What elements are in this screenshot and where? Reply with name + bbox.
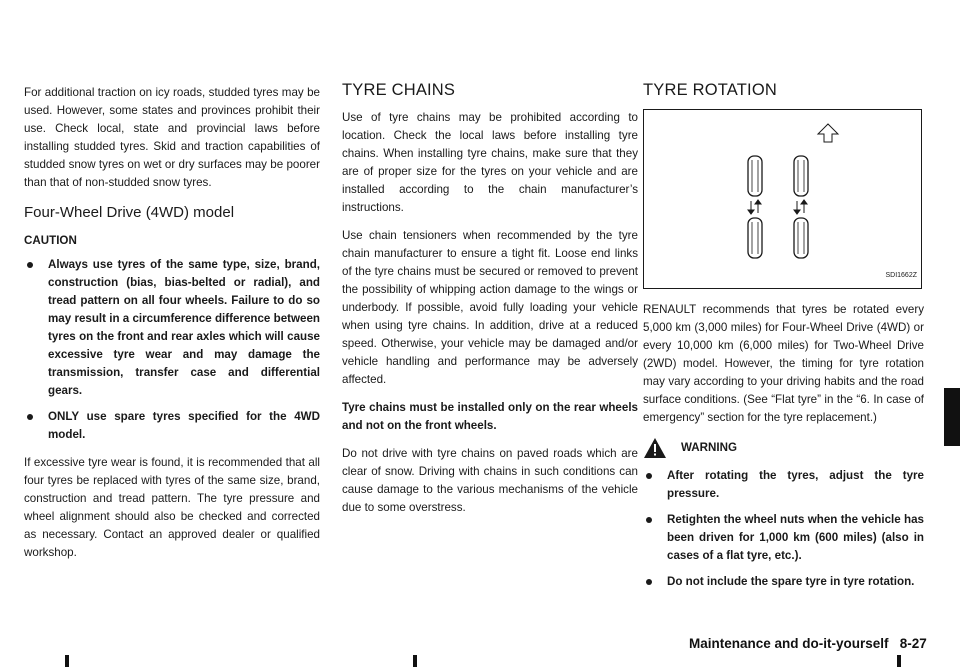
section-tab-marker: [944, 388, 960, 446]
4wd-heading: Four-Wheel Drive (4WD) model: [24, 204, 235, 221]
chains-rear-wheels-note: Tyre chains must be installed only on the rear wheels and not on the front wheels.: [342, 401, 638, 432]
warning-item-retighten-nuts: Retighten the wheel nuts when the vehicle has been driven for 1,000 km (600 miles) (also in cases of a flat tyre, etc.).: [643, 511, 924, 565]
tyre-rotation-figure: [643, 109, 922, 289]
chains-paragraph-1: Use of tyre chains may be prohibited according to location. Check the local laws before installing tyre chains. When installing tyre chains, make sure that they are of proper size for the tyres on your vehicle and are installed according to the chain manufacturer’s instructions.: [342, 111, 638, 214]
left-column: [24, 84, 320, 572]
warning-header: [643, 437, 924, 459]
warning-list: [643, 467, 924, 591]
rotation-paragraph: RENAULT recommends that tyres be rotated every 5,000 km (3,000 miles) for Four-Wheel Drive (4WD) or every 10,000 km (6,000 miles) for Two-Wheel Drive (2WD) model. However, the timing for tyre rotation may vary according to your driving habits and the road surface conditions. (See “Flat tyre” in the “6. In case of emergency” section for the tyre replacement.): [643, 303, 924, 424]
rear-left-tyre-icon: [748, 218, 762, 258]
tyre-rotation-heading: TYRE ROTATION: [643, 81, 777, 99]
right-swap-arrows-icon: [794, 200, 807, 214]
crop-mark: [65, 655, 69, 667]
caution-item-spare-tyres: ONLY use spare tyres specified for the 4WD model.: [24, 408, 320, 444]
warning-triangle-icon: [643, 437, 667, 459]
chains-paragraph-2: Use chain tensioners when recommended by the tyre chain manufacturer to ensure a tight fit. Loose end links of the tyre chains must be secured or removed to prevent the possibility of whipping action damage to the wings or underbody. If possible, avoid fully loading your vehicle when using tyre chains. In addition, drive at a reduced speed. Otherwise, your vehicle may be damaged and/or vehicle handling and performance may be adversely affected.: [342, 229, 638, 386]
tyre-wear-paragraph: If excessive tyre wear is found, it is recommended that all four tyres be replaced with tyres of the same size, brand, construction and tread pattern. The tyre pressure and wheel alignment should also be checked and corrected as necessary. Contact an approved dealer or qualified workshop.: [24, 456, 320, 559]
caution-item-same-tyres: Always use tyres of the same type, size, brand, construction (bias, bias-belted or radial), and tread pattern on all four wheels. Failure to do so may result in a circumference difference between tyres on the front and rear axles which will cause excessive tyre wear and may damage the transmission, transfer case and differential gears.: [24, 256, 320, 400]
warning-label: WARNING: [681, 441, 738, 454]
studded-tyres-paragraph: For additional traction on icy roads, studded tyres may be used. However, some states and provinces prohibit their use. Check local, state and provincial laws before installing studded tyres. Skid and traction capabilities of studded snow tyres on wet or dry surfaces may be poorer than that of non-studded snow tyres.: [24, 86, 320, 189]
warning-item-spare-tyre: Do not include the spare tyre in tyre rotation.: [643, 573, 924, 591]
figure-code: SDI1662Z: [885, 272, 917, 279]
tyre-chains-heading: TYRE CHAINS: [342, 81, 456, 99]
left-swap-arrows-icon: [748, 200, 761, 214]
front-right-tyre-icon: [794, 156, 808, 196]
crop-mark: [897, 655, 901, 667]
caution-list: [24, 256, 320, 444]
middle-column: [342, 81, 638, 527]
forward-arrow-icon: [818, 124, 838, 142]
caution-label: CAUTION: [24, 234, 77, 247]
page-footer: Maintenance and do-it-yourself 8-27: [689, 636, 927, 651]
chains-paragraph-4: Do not drive with tyre chains on paved roads which are clear of snow. Driving with chains in such conditions can cause damage to the various mechanisms of the vehicle due to some overstress.: [342, 447, 638, 514]
tyre-rotation-diagram: [644, 110, 921, 288]
warning-item-adjust-pressure: After rotating the tyres, adjust the tyre pressure.: [643, 467, 924, 503]
front-left-tyre-icon: [748, 156, 762, 196]
right-column: [643, 81, 924, 601]
crop-mark: [413, 655, 417, 667]
rear-right-tyre-icon: [794, 218, 808, 258]
